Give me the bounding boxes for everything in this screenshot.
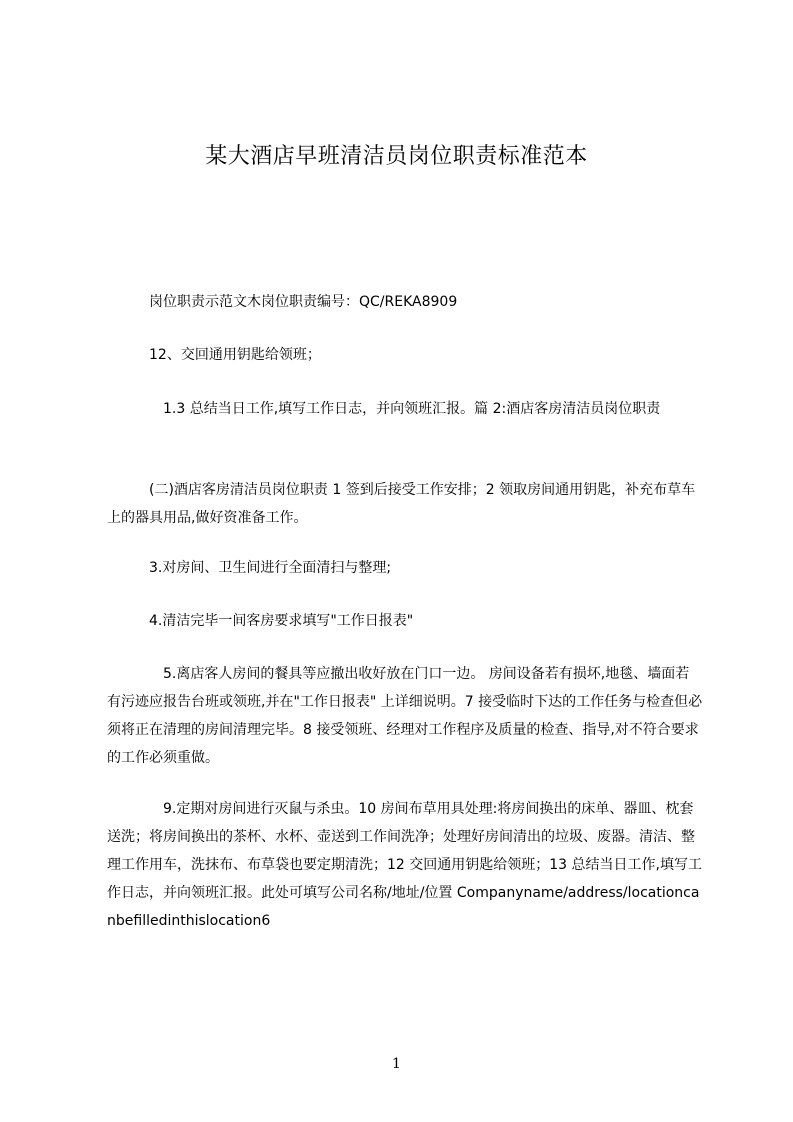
paragraph-room-cleaning: 3.对房间、卫生间进行全面清扫与整理; <box>107 560 392 576</box>
paragraph-job-code: 岗位职责示范文木岗位职责编号：QC/REKA8909 <box>107 294 458 310</box>
paragraph-daily-summary: 1.3 总结当日工作,填写工作日志，并向领班汇报。篇 2:酒店客房清洁员岗位职责 <box>107 401 661 417</box>
paragraph-daily-report: 4.清洁完毕一间客房要求填写"工作日报表" <box>107 613 414 629</box>
paragraph-return-keys: 12、交回通用钥匙给领班； <box>107 347 321 363</box>
page-number: 1 <box>392 1056 401 1072</box>
paragraph-room-cleaner-duties: (二)酒店客房清洁员岗位职责 1 签到后接受工作安排；2 领取房间通用钥匙，补充布草车上的器具用品,做好资准备工作。 <box>107 482 696 526</box>
document-title: 某大酒店早班清洁员岗位职责标准范本 <box>205 144 588 169</box>
paragraph-pest-control-linen: 9.定期对房间进行灭鼠与杀虫。10 房间布草用具处理:将房间换出的床单、器皿、枕套送洗；将房间换出的茶杯、水杯、壶送到工作间洗净；处理好房间清出的垃圾、废器。清洁、整理工作用车，洗抹布、布草袋也要定期清洗；12 交回通用钥匙给领班；13 总结当日工作,填写工作日志，并向领班汇报。此处可填写公司名称/地址/位置 Companyname/address/locationcanbefilledinthislocation6 <box>107 801 702 929</box>
paragraph-checkout-rooms: 5.离店客人房间的餐具等应撤出收好放在门口一边。 房间设备若有损坏,地毯、墙面若有污迹应报告台班或领班,并在"工作日报表" 上详细说明。7 接受临时下达的工作任务与检查但必须将正在清理的房间清理完毕。8 接受领班、经理对工作程序及质量的检查、指导,对不符合要求的工作必须重做。 <box>107 666 703 766</box>
